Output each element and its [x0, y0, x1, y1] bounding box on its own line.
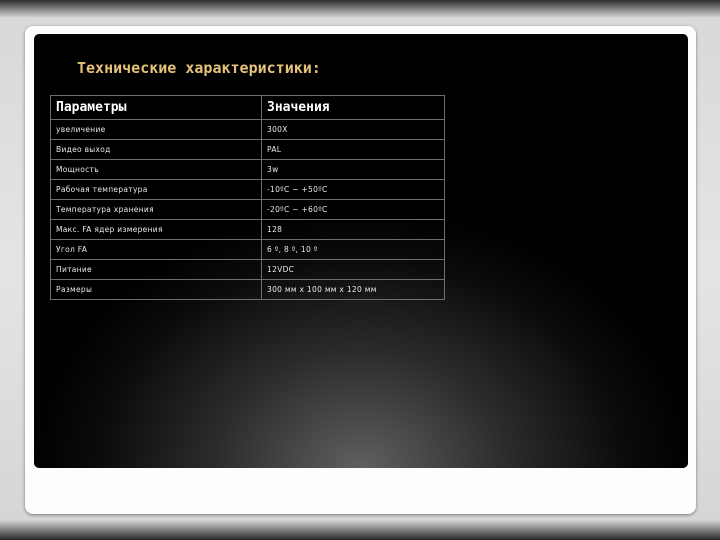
parameter-cell: Мощность [51, 160, 262, 180]
value-cell: 300 мм x 100 мм x 120 мм [262, 280, 445, 300]
value-cell: 12VDC [262, 260, 445, 280]
table-row [51, 280, 445, 300]
parameter-cell: Макс. FA ядер измерения [51, 220, 262, 240]
table-row [51, 240, 445, 260]
value-cell: 128 [262, 220, 445, 240]
column-header-parameters: Параметры [51, 96, 262, 120]
table-row [51, 120, 445, 140]
parameter-cell: увеличение [51, 120, 262, 140]
table-row [51, 180, 445, 200]
table-row [51, 140, 445, 160]
parameter-cell: Рабочая температура [51, 180, 262, 200]
value-cell: 300X [262, 120, 445, 140]
slide-title: Технические характеристики: [77, 59, 321, 77]
specifications-table [50, 95, 445, 300]
value-cell: -20ºC ~ +60ºC [262, 200, 445, 220]
table-row [51, 260, 445, 280]
value-cell: 6 º, 8 º, 10 º [262, 240, 445, 260]
value-cell: PAL [262, 140, 445, 160]
table-header-row [51, 96, 445, 120]
table-row [51, 200, 445, 220]
table-row [51, 160, 445, 180]
value-cell: 3w [262, 160, 445, 180]
parameter-cell: Питание [51, 260, 262, 280]
parameter-cell: Угол FA [51, 240, 262, 260]
value-cell: -10ºC ~ +50ºC [262, 180, 445, 200]
column-header-values: Значения [262, 96, 445, 120]
table-row [51, 220, 445, 240]
parameter-cell: Размеры [51, 280, 262, 300]
parameter-cell: Видео выход [51, 140, 262, 160]
parameter-cell: Температура хранения [51, 200, 262, 220]
